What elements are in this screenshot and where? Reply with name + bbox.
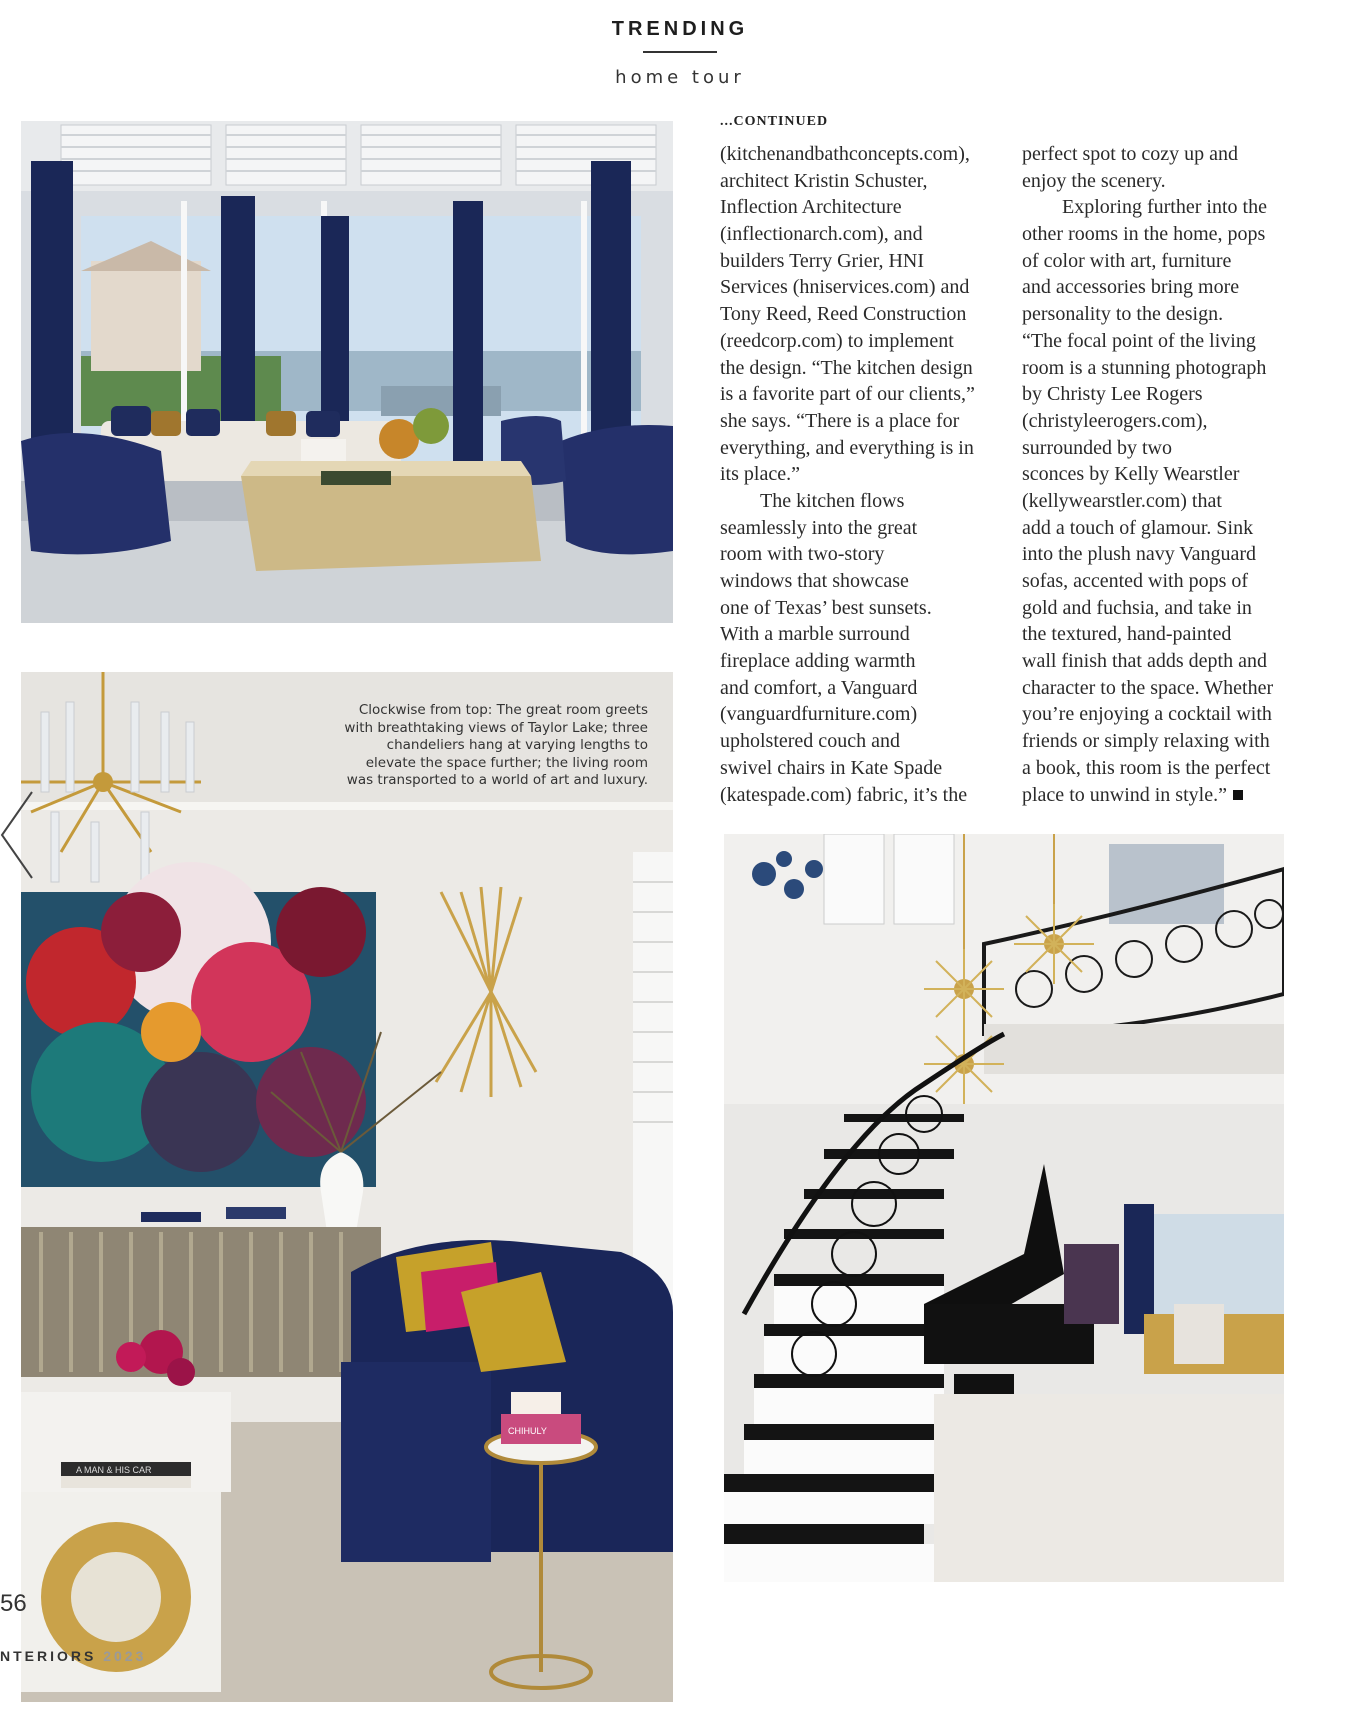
text-line: and comfort, a Vanguard [720, 676, 918, 699]
text-line: gold and fuchsia, and take in [1022, 596, 1252, 619]
text-line: into the plush navy Vanguard [1022, 543, 1257, 566]
text-line: and accessories bring more [1022, 276, 1240, 299]
living-room-photo [21, 672, 673, 1702]
text-line: With a marble surround [720, 623, 910, 646]
text-line: architect Kristin Schuster, [720, 169, 928, 192]
text-line: (kellywearstler.com) that [1022, 489, 1222, 512]
text-line: personality to the design. [1022, 303, 1224, 326]
page-number: 56 [0, 1590, 27, 1617]
text-line: upholstered couch and [720, 730, 900, 753]
magazine-name: NTERIORS [0, 1648, 97, 1664]
closing-sentence: place to unwind in style.” [1022, 783, 1227, 806]
box-label-text: CHIHULY [508, 1426, 547, 1436]
text-line: other rooms in the home, pops [1022, 223, 1266, 246]
text-line: she says. “There is a place for [720, 409, 960, 432]
body-text-column-1 [720, 141, 975, 808]
continued-label: ...CONTINUED [720, 114, 829, 129]
issue-year: 2023 [103, 1648, 147, 1664]
text-line: you’re enjoying a cocktail with [1022, 703, 1272, 726]
text-line: the textured, hand-painted [1022, 623, 1232, 646]
text-line: (vanguardfurniture.com) [720, 703, 918, 726]
header-divider [643, 51, 717, 53]
text-line: wall finish that adds depth and [1022, 650, 1267, 673]
text-line: character to the space. Whether [1022, 676, 1274, 699]
text-line: add a touch of glamour. Sink [1022, 516, 1254, 539]
text-line: “The focal point of the living [1022, 329, 1256, 352]
text-line: the design. “The kitchen design [720, 356, 973, 379]
text-line: builders Terry Grier, HNI [720, 249, 925, 272]
text-line: (kitchenandbathconcepts.com), [720, 143, 970, 165]
text-line: swivel chairs in Kate Spade [720, 756, 943, 779]
text-line: (katespade.com) fabric, it’s the [720, 783, 968, 806]
text-line: enjoy the scenery. [1022, 169, 1166, 192]
text-line: (christyleerogers.com), [1022, 409, 1208, 432]
photo-caption: Clockwise from top: The great room greets with breathtaking views of Taylor Lake; three chandeliers hang at varying lengths to elevate the space further; the living room was transported to a world of art and luxury. [344, 702, 648, 788]
text-line: seamlessly into the great [720, 516, 918, 539]
text-line: room is a stunning photograph [1022, 356, 1267, 379]
text-line: a book, this room is the perfect [1022, 756, 1271, 779]
subsection-title: home tour [615, 67, 745, 88]
text-line: sofas, accented with pops of [1022, 570, 1249, 592]
magazine-footer [0, 1648, 146, 1664]
text-line-last [1022, 782, 1273, 809]
text-line: friends or simply relaxing with [1022, 730, 1270, 753]
text-line: of color with art, furniture [1022, 249, 1232, 272]
text-line: (inflectionarch.com), and [720, 223, 923, 246]
text-line: perfect spot to cozy up and [1022, 143, 1239, 165]
text-line: Exploring further into the [1062, 196, 1267, 219]
end-mark-icon [1233, 790, 1243, 800]
text-line: Services (hniservices.com) and [720, 276, 970, 299]
text-line: surrounded by two [1022, 436, 1172, 459]
section-title: TRENDING [611, 18, 749, 40]
text-line: (reedcorp.com) to implement [720, 329, 954, 352]
text-line: The kitchen flows [760, 489, 905, 512]
page-header [0, 18, 1360, 88]
text-line: Inflection Architecture [720, 196, 902, 219]
text-line: by Christy Lee Rogers [1022, 383, 1203, 406]
body-text-column-2 [1022, 141, 1273, 808]
page-turn-arrow-icon[interactable] [0, 790, 34, 880]
staircase-photo [724, 834, 1284, 1582]
text-line: fireplace adding warmth [720, 650, 916, 673]
book-spine-text: A MAN & HIS CAR [76, 1465, 152, 1475]
text-line: Tony Reed, Reed Construction [720, 303, 967, 326]
text-line: sconces by Kelly Wearstler [1022, 463, 1240, 486]
text-line: room with two-story [720, 543, 885, 566]
text-line: its place.” [720, 463, 800, 486]
text-line: windows that showcase [720, 570, 909, 592]
text-line: everything, and everything is in [720, 436, 974, 459]
great-room-photo [21, 121, 673, 623]
text-line: one of Texas’ best sunsets. [720, 596, 932, 619]
text-line: is a favorite part of our clients,” [720, 383, 975, 406]
